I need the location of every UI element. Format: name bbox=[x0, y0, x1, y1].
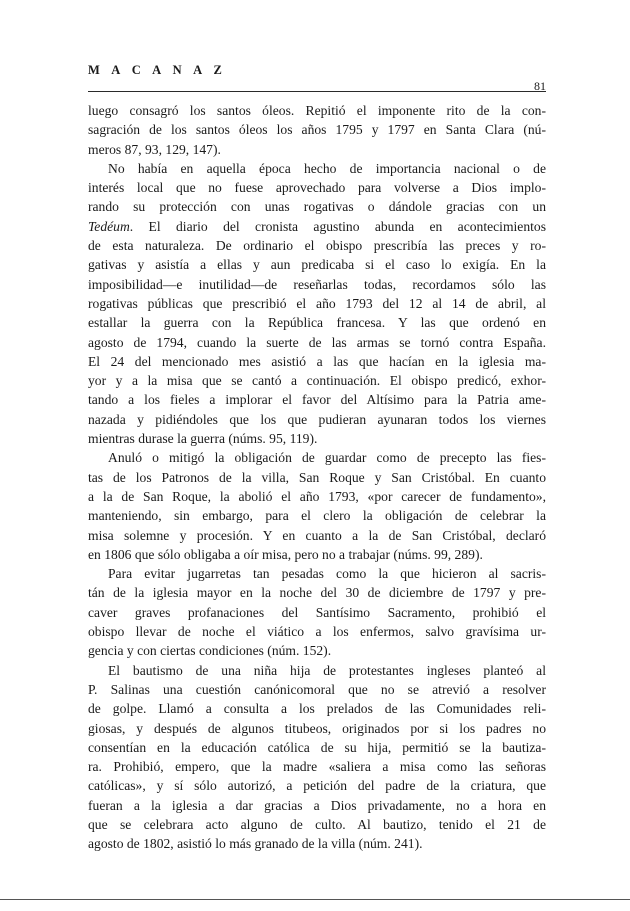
text-line: interés local que no fuese aprovechado para volverse a Dios implo- bbox=[88, 180, 546, 196]
text-line: en 1806 que sólo obligaba a oír misa, pero no a trabajar (núms. 99, 289). bbox=[88, 546, 483, 562]
text-line: tas de los Patronos de la villa, San Roque y San Cristóbal. En cuanto bbox=[88, 469, 546, 485]
text-line: P. Salinas una cuestión canónicomoral que no se atrevió a resolver bbox=[88, 681, 546, 697]
text-line: consentían en la educación católica de su hija, permitió se la bautiza- bbox=[88, 739, 546, 755]
text-line: fueran a la iglesia a dar gracias a Dios privadamente, no a hora en bbox=[88, 797, 546, 813]
page-body bbox=[88, 101, 546, 854]
text-line: agosto de 1794, cuando la suerte de las armas se tornó contra España. bbox=[88, 334, 546, 350]
text-line: caver graves profanaciones del Santísimo Sacramento, prohibió el bbox=[88, 604, 546, 620]
text-line: agosto de 1802, asistió lo más granado de la villa (núm. 241). bbox=[88, 836, 423, 852]
text-line: sagración de los santos óleos los años 1795 y 1797 en Santa Clara (nú- bbox=[88, 122, 546, 138]
text-line: tando a los fieles a implorar el favor del Altísimo para la Patria ame- bbox=[88, 392, 546, 408]
text-line: No había en aquella época hecho de importancia nacional o de bbox=[108, 160, 546, 176]
text-line: El 24 del mencionado mes asistió a las que hacían en la iglesia ma- bbox=[88, 353, 546, 369]
text-line: de golpe. Llamó a consulta a los prelados de las Comunidades reli- bbox=[88, 701, 546, 717]
text-line: católicas», y sí sólo autorizó, a petición del padre de la criatura, que bbox=[88, 778, 546, 794]
text-line: gencia y con ciertas condiciones (núm. 152). bbox=[88, 643, 332, 659]
page-number: 81 bbox=[534, 79, 546, 93]
text-line: manteniendo, sin embargo, para el clero la obligación de celebrar la bbox=[88, 508, 546, 524]
text-line: Tedéum. El diario del cronista agustino abunda en acontecimientos bbox=[88, 218, 546, 234]
text-line: obispo llevar de noche el viático a los enfermos, salvo gravísima ur- bbox=[88, 624, 546, 640]
text-line: a la de San Roque, la abolió el año 1793, «por carecer de fundamento», bbox=[88, 488, 546, 504]
paragraph bbox=[88, 159, 546, 448]
text-line: yor y a la misa que se cantó a continuación. El obispo predicó, exhor- bbox=[88, 373, 546, 389]
running-title: M A C A N A Z bbox=[88, 63, 227, 77]
text-line: Anuló o mitigó la obligación de guardar como de precepto las fies- bbox=[108, 450, 546, 466]
text-line: El bautismo de una niña hija de protestantes ingleses planteó al bbox=[108, 662, 546, 678]
text-line: de esta naturaleza. De ordinario el obispo prescribía las preces y ro- bbox=[88, 238, 546, 254]
header-rule bbox=[88, 91, 546, 92]
text-line: misa solemne y procesión. Y en cuanto a la de San Cristóbal, declaró bbox=[88, 527, 546, 543]
text-line: mientras durase la guerra (núms. 95, 119). bbox=[88, 431, 318, 447]
text-line: estallar la guerra con la República francesa. Y las que ordenó en bbox=[88, 315, 546, 331]
text-line: que se celebrara acto alguno de culto. Al bautizo, tenido el 21 de bbox=[88, 816, 546, 832]
text-line: rogativas públicas que prescribió el año 1793 del 12 al 14 de abril, al bbox=[88, 295, 546, 311]
paragraph bbox=[88, 564, 546, 660]
text-line: tán de la iglesia mayor en la noche del 30 de diciembre de 1797 y pre- bbox=[88, 585, 546, 601]
text-line: luego consagró los santos óleos. Repitió el imponente rito de la con- bbox=[88, 103, 546, 118]
text-line: nazada y pidiéndoles que los que pudieran ayunaran todos los viernes bbox=[88, 411, 546, 427]
running-header bbox=[88, 63, 546, 93]
paragraph bbox=[88, 448, 546, 564]
bottom-rule bbox=[0, 899, 630, 900]
text-line: gativas y asistía a ellas y aun predicaba si el caso lo exigía. En la bbox=[88, 257, 546, 273]
text-line: Para evitar jugarretas tan pesadas como la que hicieron al sacris- bbox=[108, 566, 546, 582]
text-line: imposibilidad—e inutilidad—de reseñarlas todas, recordamos sólo las bbox=[88, 276, 546, 292]
text-line: meros 87, 93, 129, 147). bbox=[88, 141, 221, 157]
text-line: ra. Prohibió, empero, que la madre «saliera a misa como las señoras bbox=[88, 759, 546, 775]
paragraph bbox=[88, 661, 546, 854]
text-line: rando su protección con unas rogativas o dándole gracias con un bbox=[88, 199, 546, 215]
text-line: giosas, y después de algunos titubeos, originados por si los padres no bbox=[88, 720, 546, 736]
paragraph bbox=[88, 101, 546, 159]
